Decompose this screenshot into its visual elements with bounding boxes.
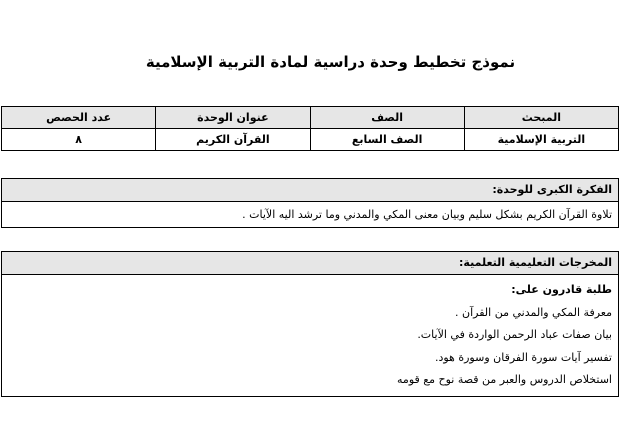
- list-item: معرفة المكي والمدني من القرآن .: [455, 305, 612, 319]
- big-idea-heading: الفكرة الكبرى للوحدة:: [2, 179, 618, 202]
- outcomes-lead: طلبة قادرون على:: [511, 283, 612, 296]
- unit-info-table: [1, 106, 619, 151]
- outcomes-section: [1, 251, 619, 397]
- cell-unit-title: القرآن الكريم: [156, 129, 310, 151]
- cell-lesson-count: ٨: [2, 129, 156, 151]
- table-header-row: [2, 107, 619, 129]
- header-subject: المبحث: [464, 107, 618, 129]
- table-row: [2, 129, 619, 151]
- cell-subject: التربية الإسلامية: [464, 129, 618, 151]
- header-lesson-count: عدد الحصص: [2, 107, 156, 129]
- big-idea-text: تلاوة القرآن الكريم بشكل سليم وبيان معنى المكي والمدني وما ترشد اليه الآيات .: [242, 208, 612, 221]
- big-idea-section: [1, 178, 619, 228]
- list-item: استخلاص الدروس والعبر من قصة نوح مع قومه: [397, 373, 612, 386]
- page-title: نموذج تخطيط وحدة دراسية لمادة التربية الإسلامية: [145, 53, 516, 71]
- header-unit-title: عنوان الوحدة: [156, 107, 310, 129]
- cell-grade: الصف السابع: [310, 129, 464, 151]
- list-item: تفسير آيات سورة الفرقان وسورة هود.: [434, 350, 612, 364]
- outcomes-heading: المخرجات التعليمية التعلمية:: [2, 252, 618, 275]
- outcomes-body: [2, 275, 618, 392]
- list-item: بيان صفات عباد الرحمن الواردة في الآيات.: [417, 328, 612, 341]
- header-grade: الصف: [310, 107, 464, 129]
